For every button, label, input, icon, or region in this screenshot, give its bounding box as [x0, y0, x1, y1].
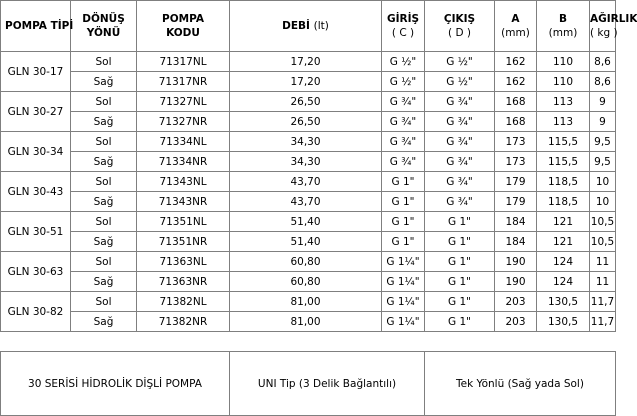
header-giris-sub: ( C ) [391, 27, 415, 39]
pump-code-cell: 71327NL [137, 92, 230, 112]
outlet-cell: G 1" [425, 312, 495, 332]
header-giris-label: GİRİŞ [386, 13, 420, 25]
outlet-cell: G ½" [425, 72, 495, 92]
table-row [1, 152, 616, 172]
table-row [1, 52, 616, 72]
table-row [1, 132, 616, 152]
header-donus-yonu-line1: DÖNÜŞ [82, 13, 125, 25]
footer-row [1, 352, 616, 416]
inlet-cell: G 1¼" [382, 272, 425, 292]
header-pompa-tipi: POMPA TİPİ [1, 1, 71, 52]
flow-cell: 60,80 [230, 252, 382, 272]
header-agirlik [590, 1, 637, 52]
model-cell: GLN 30-34 [1, 132, 71, 172]
dimension-a-cell: 162 [495, 72, 537, 92]
direction-cell: Sol [71, 172, 137, 192]
flow-cell: 34,30 [230, 152, 382, 172]
header-donus-yonu-line2: YÖNÜ [86, 27, 121, 39]
inlet-cell: G ¾" [382, 112, 425, 132]
model-cell: GLN 30-63 [1, 252, 71, 292]
dimension-a-cell: 190 [495, 272, 537, 292]
header-pompa-kodu [137, 1, 230, 52]
pump-code-cell: 71363NR [137, 272, 230, 292]
flow-cell: 43,70 [230, 172, 382, 192]
weight-cell: 9,5 [590, 152, 616, 172]
header-pompa-kodu-line2: KODU [166, 27, 200, 39]
direction-cell: Sol [71, 292, 137, 312]
table-row [1, 172, 616, 192]
pump-code-cell: 71382NR [137, 312, 230, 332]
direction-cell: Sağ [71, 312, 137, 332]
pump-code-cell: 71363NL [137, 252, 230, 272]
dimension-a-cell: 173 [495, 152, 537, 172]
flow-cell: 26,50 [230, 112, 382, 132]
outlet-cell: G ¾" [425, 152, 495, 172]
pump-code-cell: 71317NR [137, 72, 230, 92]
header-giris [382, 1, 425, 52]
dimension-a-cell: 179 [495, 172, 537, 192]
flow-cell: 51,40 [230, 232, 382, 252]
dimension-a-cell: 162 [495, 52, 537, 72]
table-row [1, 72, 616, 92]
footer-type: UNI Tip (3 Delik Bağlantılı) [230, 352, 425, 416]
direction-cell: Sol [71, 92, 137, 112]
dimension-b-cell: 110 [537, 52, 590, 72]
direction-cell: Sağ [71, 152, 137, 172]
outlet-cell: G 1" [425, 252, 495, 272]
header-agirlik-label: AĞIRLIK [590, 13, 637, 25]
direction-cell: Sağ [71, 112, 137, 132]
table-row [1, 312, 616, 332]
weight-cell: 11,7 [590, 292, 616, 312]
pump-code-cell: 71343NL [137, 172, 230, 192]
pump-code-cell: 71351NR [137, 232, 230, 252]
direction-cell: Sol [71, 52, 137, 72]
direction-cell: Sağ [71, 192, 137, 212]
direction-cell: Sağ [71, 232, 137, 252]
dimension-a-cell: 203 [495, 312, 537, 332]
table-row [1, 112, 616, 132]
flow-cell: 17,20 [230, 72, 382, 92]
dimension-b-cell: 113 [537, 92, 590, 112]
header-debi [230, 1, 382, 52]
direction-cell: Sol [71, 212, 137, 232]
weight-cell: 8,6 [590, 52, 616, 72]
outlet-cell: G ¾" [425, 112, 495, 132]
weight-cell: 10 [590, 172, 616, 192]
direction-cell: Sağ [71, 72, 137, 92]
header-row [1, 1, 616, 52]
dimension-b-cell: 118,5 [537, 192, 590, 212]
direction-cell: Sol [71, 252, 137, 272]
table-row [1, 192, 616, 212]
header-cikis [425, 1, 495, 52]
direction-cell: Sol [71, 132, 137, 152]
header-donus-yonu [71, 1, 137, 52]
outlet-cell: G ¾" [425, 172, 495, 192]
inlet-cell: G ½" [382, 52, 425, 72]
header-cikis-label: ÇIKIŞ [443, 13, 476, 25]
dimension-a-cell: 203 [495, 292, 537, 312]
pump-code-cell: 71351NL [137, 212, 230, 232]
weight-cell: 9 [590, 92, 616, 112]
dimension-b-cell: 130,5 [537, 292, 590, 312]
direction-cell: Sağ [71, 272, 137, 292]
weight-cell: 11 [590, 272, 616, 292]
dimension-b-cell: 124 [537, 252, 590, 272]
flow-cell: 81,00 [230, 312, 382, 332]
flow-cell: 81,00 [230, 292, 382, 312]
flow-cell: 43,70 [230, 192, 382, 212]
outlet-cell: G 1" [425, 232, 495, 252]
model-cell: GLN 30-43 [1, 172, 71, 212]
spec-table-body [1, 52, 616, 332]
dimension-a-cell: 184 [495, 232, 537, 252]
weight-cell: 9,5 [590, 132, 616, 152]
dimension-b-cell: 121 [537, 232, 590, 252]
pump-code-cell: 71382NL [137, 292, 230, 312]
weight-cell: 11,7 [590, 312, 616, 332]
inlet-cell: G 1¼" [382, 312, 425, 332]
dimension-a-cell: 168 [495, 112, 537, 132]
footer-direction: Tek Yönlü (Sağ yada Sol) [425, 352, 616, 416]
dimension-a-cell: 184 [495, 212, 537, 232]
footer-table [0, 351, 616, 416]
table-row [1, 232, 616, 252]
pump-code-cell: 71334NR [137, 152, 230, 172]
flow-cell: 34,30 [230, 132, 382, 152]
outlet-cell: G ½" [425, 52, 495, 72]
pump-code-cell: 71317NL [137, 52, 230, 72]
header-debi-unit: (lt) [313, 20, 329, 32]
model-cell: GLN 30-27 [1, 92, 71, 132]
weight-cell: 8,6 [590, 72, 616, 92]
dimension-b-cell: 124 [537, 272, 590, 292]
weight-cell: 10,5 [590, 212, 616, 232]
inlet-cell: G 1¼" [382, 252, 425, 272]
pump-code-cell: 71334NL [137, 132, 230, 152]
header-a [495, 1, 537, 52]
header-b-unit: (mm) [548, 27, 578, 39]
table-row [1, 292, 616, 312]
outlet-cell: G ¾" [425, 192, 495, 212]
dimension-b-cell: 118,5 [537, 172, 590, 192]
inlet-cell: G ¾" [382, 92, 425, 112]
weight-cell: 9 [590, 112, 616, 132]
inlet-cell: G 1" [382, 212, 425, 232]
header-a-unit: (mm) [501, 27, 530, 39]
dimension-a-cell: 190 [495, 252, 537, 272]
inlet-cell: G 1" [382, 172, 425, 192]
header-b-label: B [558, 13, 567, 25]
table-row [1, 212, 616, 232]
inlet-cell: G 1" [382, 232, 425, 252]
dimension-b-cell: 113 [537, 112, 590, 132]
model-cell: GLN 30-51 [1, 212, 71, 252]
table-row [1, 92, 616, 112]
dimension-b-cell: 130,5 [537, 312, 590, 332]
table-row [1, 272, 616, 292]
inlet-cell: G 1¼" [382, 292, 425, 312]
outlet-cell: G 1" [425, 212, 495, 232]
header-cikis-sub: ( D ) [448, 27, 471, 39]
dimension-a-cell: 179 [495, 192, 537, 212]
model-cell: GLN 30-17 [1, 52, 71, 92]
dimension-a-cell: 173 [495, 132, 537, 152]
inlet-cell: G ¾" [382, 152, 425, 172]
dimension-b-cell: 121 [537, 212, 590, 232]
header-a-label: A [511, 13, 520, 25]
weight-cell: 11 [590, 252, 616, 272]
inlet-cell: G ½" [382, 72, 425, 92]
inlet-cell: G ¾" [382, 132, 425, 152]
flow-cell: 60,80 [230, 272, 382, 292]
flow-cell: 26,50 [230, 92, 382, 112]
dimension-b-cell: 115,5 [537, 152, 590, 172]
outlet-cell: G 1" [425, 292, 495, 312]
pump-code-cell: 71327NR [137, 112, 230, 132]
outlet-cell: G 1" [425, 272, 495, 292]
footer-series: 30 SERİSİ HİDROLİK DİŞLİ POMPA [1, 352, 230, 416]
pump-code-cell: 71343NR [137, 192, 230, 212]
flow-cell: 51,40 [230, 212, 382, 232]
weight-cell: 10 [590, 192, 616, 212]
outlet-cell: G ¾" [425, 92, 495, 112]
dimension-b-cell: 110 [537, 72, 590, 92]
header-agirlik-unit: ( kg ) [590, 27, 618, 39]
flow-cell: 17,20 [230, 52, 382, 72]
model-cell: GLN 30-82 [1, 292, 71, 332]
outlet-cell: G ¾" [425, 132, 495, 152]
header-b [537, 1, 590, 52]
table-row [1, 252, 616, 272]
dimension-a-cell: 168 [495, 92, 537, 112]
dimension-b-cell: 115,5 [537, 132, 590, 152]
inlet-cell: G 1" [382, 192, 425, 212]
header-pompa-kodu-line1: POMPA [162, 13, 204, 25]
header-debi-label: DEBİ [282, 20, 310, 32]
weight-cell: 10,5 [590, 232, 616, 252]
